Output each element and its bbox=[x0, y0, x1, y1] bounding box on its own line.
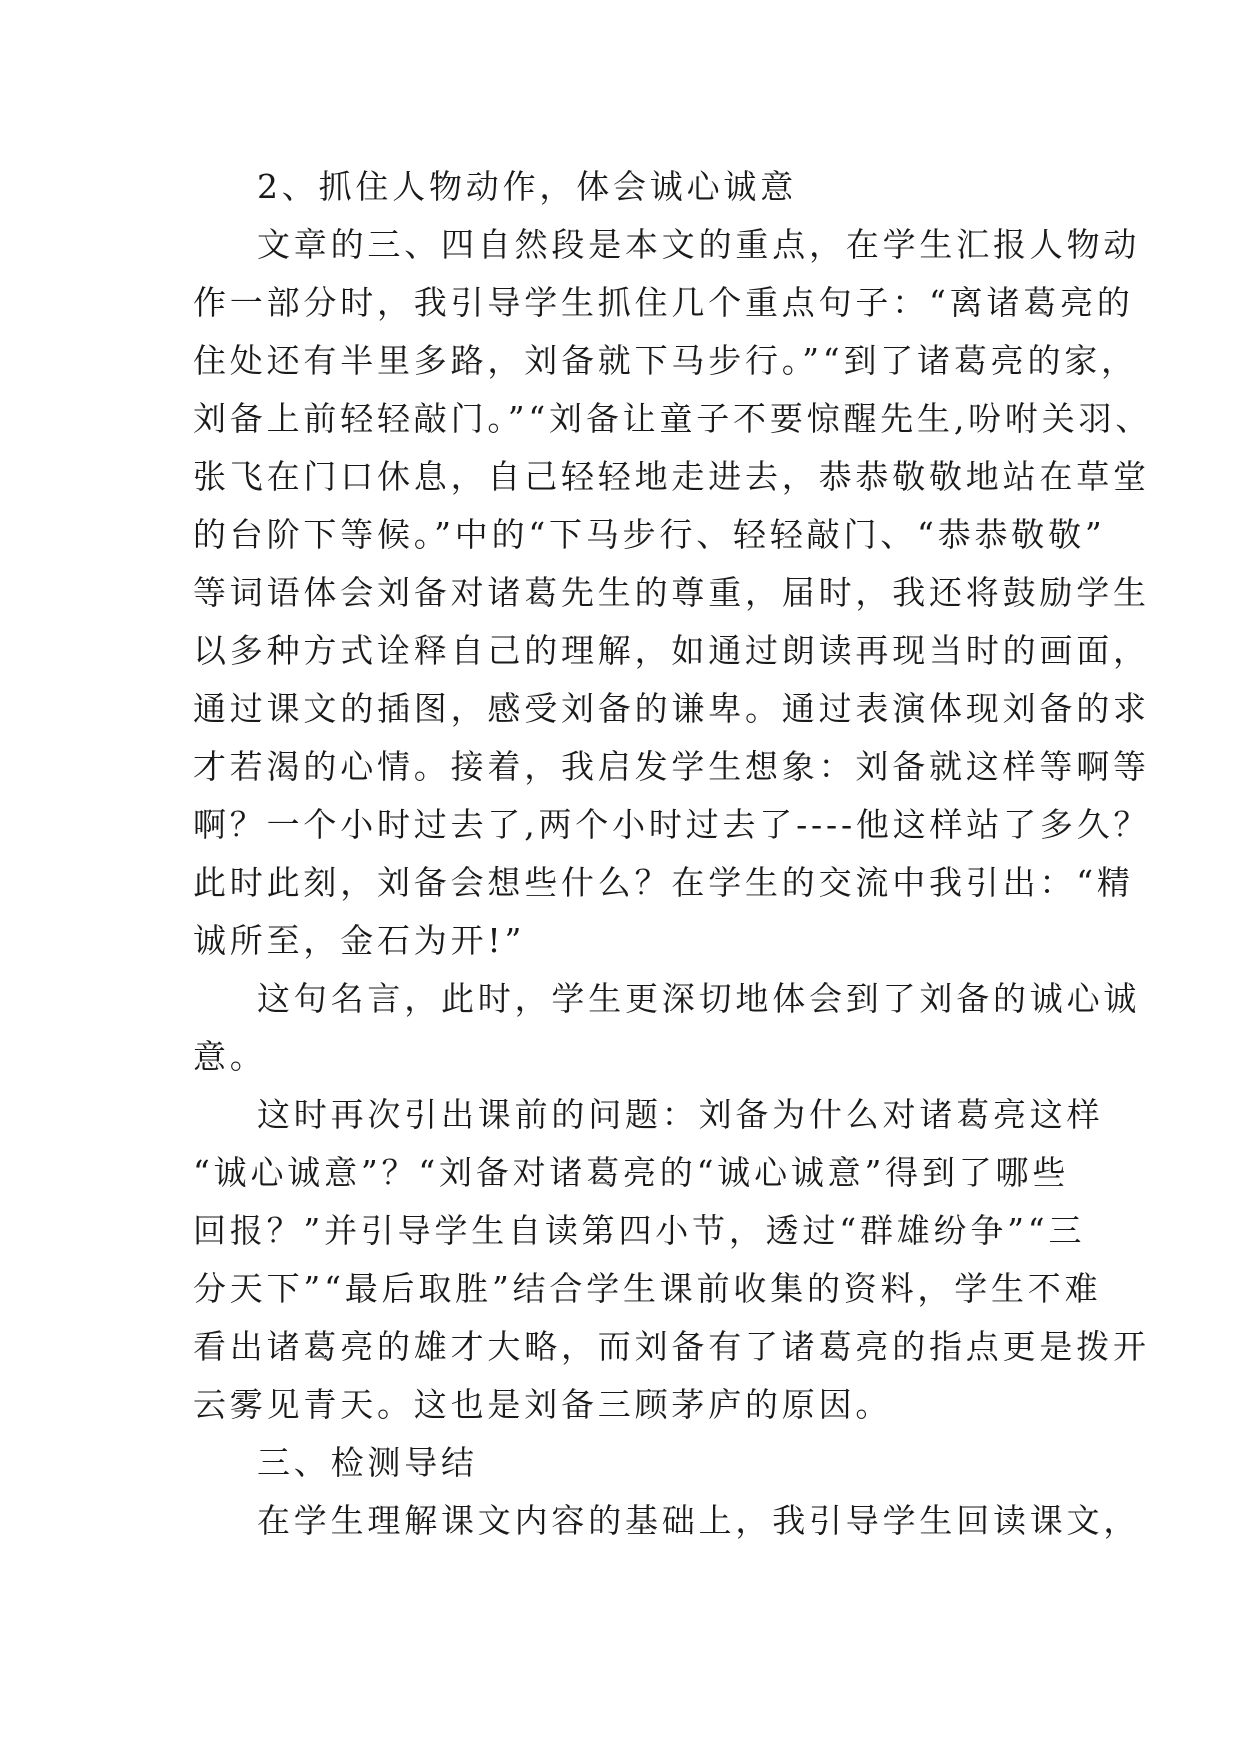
section-heading: 三、检测导结 bbox=[257, 1443, 478, 1482]
section-heading: 2、抓住人物动作，体会诚心诚意 bbox=[257, 167, 797, 206]
paragraph-line: 通过课文的插图，感受刘备的谦卑。通过表演体现刘备的求 bbox=[193, 689, 1150, 728]
paragraph-line: 意。 bbox=[193, 1037, 267, 1076]
paragraph-line: 的台阶下等候。”中的“下马步行、轻轻敲门、“恭恭敬敬” bbox=[193, 515, 1106, 554]
paragraph-line: 刘备上前轻轻敲门。”“刘备让童子不要惊醒先生,吩咐关羽、 bbox=[193, 399, 1153, 438]
paragraph-line: 才若渴的心情。接着，我启发学生想象：刘备就这样等啊等 bbox=[193, 747, 1150, 786]
paragraph-line: 文章的三、四自然段是本文的重点，在学生汇报人物动 bbox=[257, 225, 1141, 264]
paragraph-line: 看出诸葛亮的雄才大略，而刘备有了诸葛亮的指点更是拨开 bbox=[193, 1327, 1150, 1366]
paragraph-line: 分天下”“最后取胜”结合学生课前收集的资料，学生不难 bbox=[193, 1269, 1102, 1308]
document-page bbox=[193, 158, 1153, 1550]
paragraph-line: 张飞在门口休息，自己轻轻地走进去，恭恭敬敬地站在草堂 bbox=[193, 457, 1150, 496]
paragraph-line: 住处还有半里多路，刘备就下马步行。”“到了诸葛亮的家， bbox=[193, 341, 1138, 380]
paragraph-line: 作一部分时，我引导学生抓住几个重点句子：“离诸葛亮的 bbox=[193, 283, 1134, 322]
paragraph-line: 以多种方式诠释自己的理解，如通过朗读再现当时的画面， bbox=[193, 631, 1150, 670]
paragraph-line: 此时此刻，刘备会想些什么？在学生的交流中我引出：“精 bbox=[193, 863, 1134, 902]
paragraph-line: 这句名言，此时，学生更深切地体会到了刘备的诚心诚 bbox=[257, 979, 1141, 1018]
paragraph-line: 在学生理解课文内容的基础上，我引导学生回读课文， bbox=[257, 1501, 1141, 1540]
paragraph-line: “诚心诚意”？“刘备对诸葛亮的“诚心诚意”得到了哪些 bbox=[193, 1153, 1070, 1192]
paragraph-line: 诚所至，金石为开!” bbox=[193, 921, 526, 960]
paragraph-line: 云雾见青天。这也是刘备三顾茅庐的原因。 bbox=[193, 1385, 893, 1424]
paragraph-line: 等词语体会刘备对诸葛先生的尊重，届时，我还将鼓励学生 bbox=[193, 573, 1150, 612]
paragraph-line: 啊？一个小时过去了,两个小时过去了----他这样站了多久？ bbox=[193, 805, 1151, 844]
paragraph-line: 这时再次引出课前的问题：刘备为什么对诸葛亮这样 bbox=[257, 1095, 1104, 1134]
paragraph-line: 回报？”并引导学生自读第四小节，透过“群雄纷争”“三 bbox=[193, 1211, 1086, 1250]
